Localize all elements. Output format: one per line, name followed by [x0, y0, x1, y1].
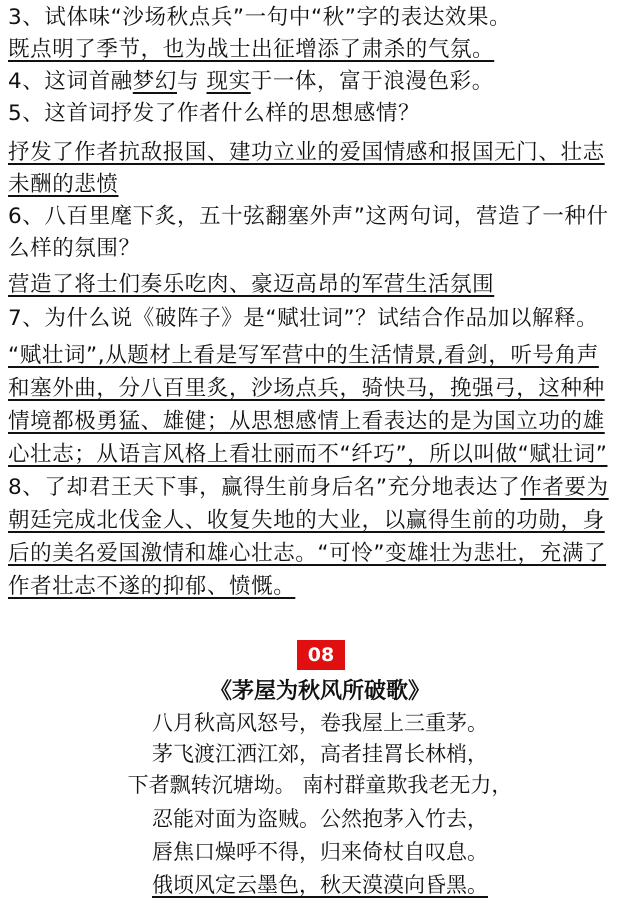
answer-4-dream: 梦幻 [132, 69, 177, 94]
poem-line: 下者飘转沉塘坳。 南村群童欺我老无力， [127, 773, 513, 797]
question-4-prefix: 4、这词首融 [8, 69, 133, 94]
question-4-mid: 与 [176, 69, 207, 94]
poem-line: 忍能对面为盗贼。公然抱茅入竹去， [152, 807, 488, 831]
question-6-line-2: 么样的氛围？ [8, 236, 141, 261]
question-4-suffix: 于一体，富于浪漫色彩。 [250, 69, 494, 94]
answer-5-line-2: 未酬的悲愤 [8, 172, 119, 197]
answer-7-line-3: 情境都极勇猛、雄健；从思想感情上看表达的是为国立功的雄 [8, 409, 605, 434]
poem-title: 《茅屋为秋风所破歌》 [209, 679, 430, 704]
poem-line: 八月秋高风怒号，卷我屋上三重茅。 [152, 711, 488, 735]
poem-line: 唇焦口燥呼不得，归来倚杖自叹息。 [152, 840, 488, 864]
question-3: 3、试体味“沙场秋点兵”一句中“秋”字的表达效果。 [8, 5, 512, 30]
answer-5-line-1: 抒发了作者抗敌报国、建功立业的爱国情感和报国无门、壮志 [8, 140, 605, 165]
question-7: 7、为什么说《破阵子》是“赋壮词”？试结合作品加以解释。 [8, 306, 599, 331]
answer-8-line-1: 朝廷完成北伐金人、收复失地的大业，以赢得生前的功勋，身 [8, 508, 605, 533]
question-8 [8, 472, 609, 504]
question-8-text: 8、了却君王天下事，赢得生前身后名”充分地表达了 [8, 475, 521, 500]
poem-line: 茅飞渡江洒江郊，高者挂罥长林梢， [152, 742, 488, 766]
section-badge: 08 [297, 640, 345, 670]
answer-8-line-2: 后的美名爱国激情和雄心壮志。“可怜”变雄壮为悲壮，充满了 [8, 541, 607, 566]
answer-4-reality: 现实 [206, 69, 251, 94]
question-6-line-1: 6、八百里麾下炙，五十弦翻塞外声”这两句词，营造了一种什 [8, 204, 609, 229]
answer-7-line-1: “赋壮词”,从题材上看是写军营中的生活情景,看剑，听号角声 [8, 343, 599, 368]
answer-7-line-2: 和塞外曲，分八百里炙，沙场点兵，骑快马，挽强弓，这种种 [8, 376, 605, 401]
answer-8-line-3: 作者壮志不遂的抑郁、愤慨。 [8, 574, 296, 599]
answer-6: 营造了将士们奏乐吃肉、豪迈高昂的军营生活氛围 [8, 272, 495, 297]
answer-8-start: 作者要为 [520, 475, 609, 500]
question-4 [8, 66, 494, 98]
answer-3: 既点明了季节，也为战士出征增添了肃杀的气氛。 [8, 37, 495, 62]
poem-line-underlined: 俄顷风定云墨色，秋天漠漠向昏黑。 [152, 873, 488, 897]
question-5: 5、这首词抒发了作者什么样的思想感情？ [8, 101, 421, 126]
answer-7-line-4: 心壮志；从语言风格上看壮丽而不“纤巧”，所以叫做“赋壮词” [8, 442, 608, 467]
